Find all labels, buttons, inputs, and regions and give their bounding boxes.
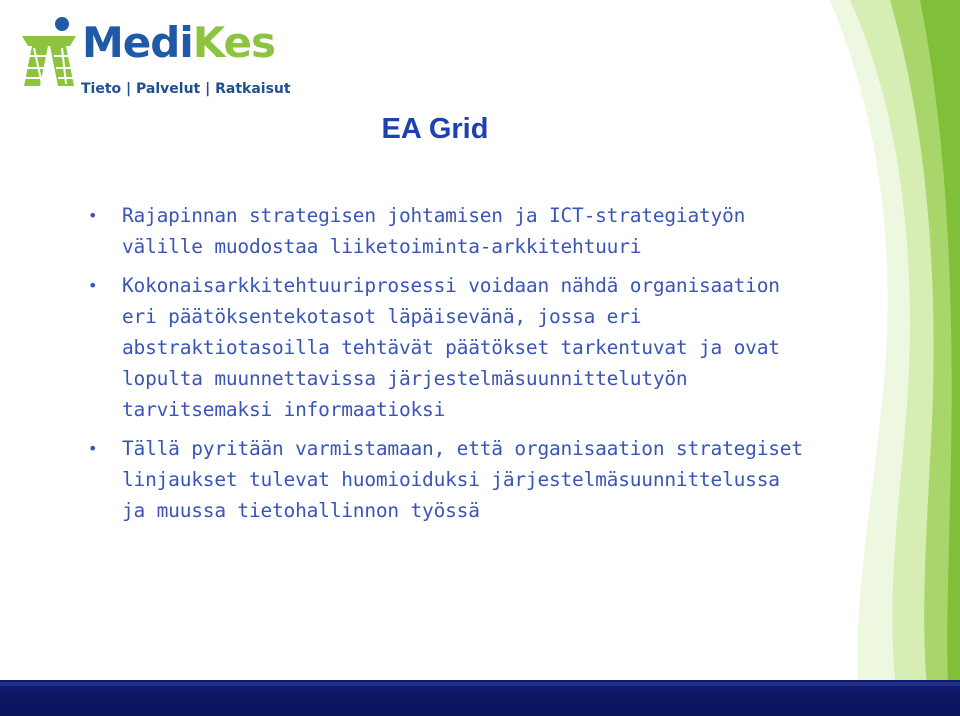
- footer-bar: [0, 680, 960, 716]
- bullet-text: Tällä pyritään varmistamaan, että organisaation strategiset linjaukset tulevat huomioiduksi järjestelmäsuunnittelussa ja muussa tietohallinnon työssä: [122, 437, 803, 522]
- company-logo: [18, 12, 298, 104]
- bullet-list: [86, 200, 806, 534]
- decorative-ribbon: [790, 0, 960, 716]
- bullet-dot-icon: •: [88, 439, 98, 458]
- medikes-figure-icon: [18, 16, 80, 88]
- slide-title: EA Grid: [381, 113, 489, 145]
- bullet-item: [86, 270, 806, 425]
- bullet-item: [86, 433, 806, 526]
- bullet-dot-icon: •: [88, 276, 98, 295]
- bullet-text: Rajapinnan strategisen johtamisen ja ICT-strategiatyön välille muodostaa liiketoiminta-arkkitehtuuri: [122, 204, 746, 258]
- logo-tagline: Tieto | Palvelut | Ratkaisut: [81, 81, 291, 97]
- footer-bar-highlight: [0, 682, 960, 686]
- logo-wordmark: MediKes: [82, 18, 276, 67]
- bullet-text: Kokonaisarkkitehtuuriprosessi voidaan nähdä organisaation eri päätöksentekotasot läpäisevänä, jossa eri abstraktiotasoilla tehtävät päätökset tarkentuvat ja ovat lopulta muunnettavissa järjestelmäsuunnittelutyön tarvitsemaksi informaatioksi: [122, 274, 780, 421]
- bullet-item: [86, 200, 806, 262]
- bullet-dot-icon: •: [88, 206, 98, 225]
